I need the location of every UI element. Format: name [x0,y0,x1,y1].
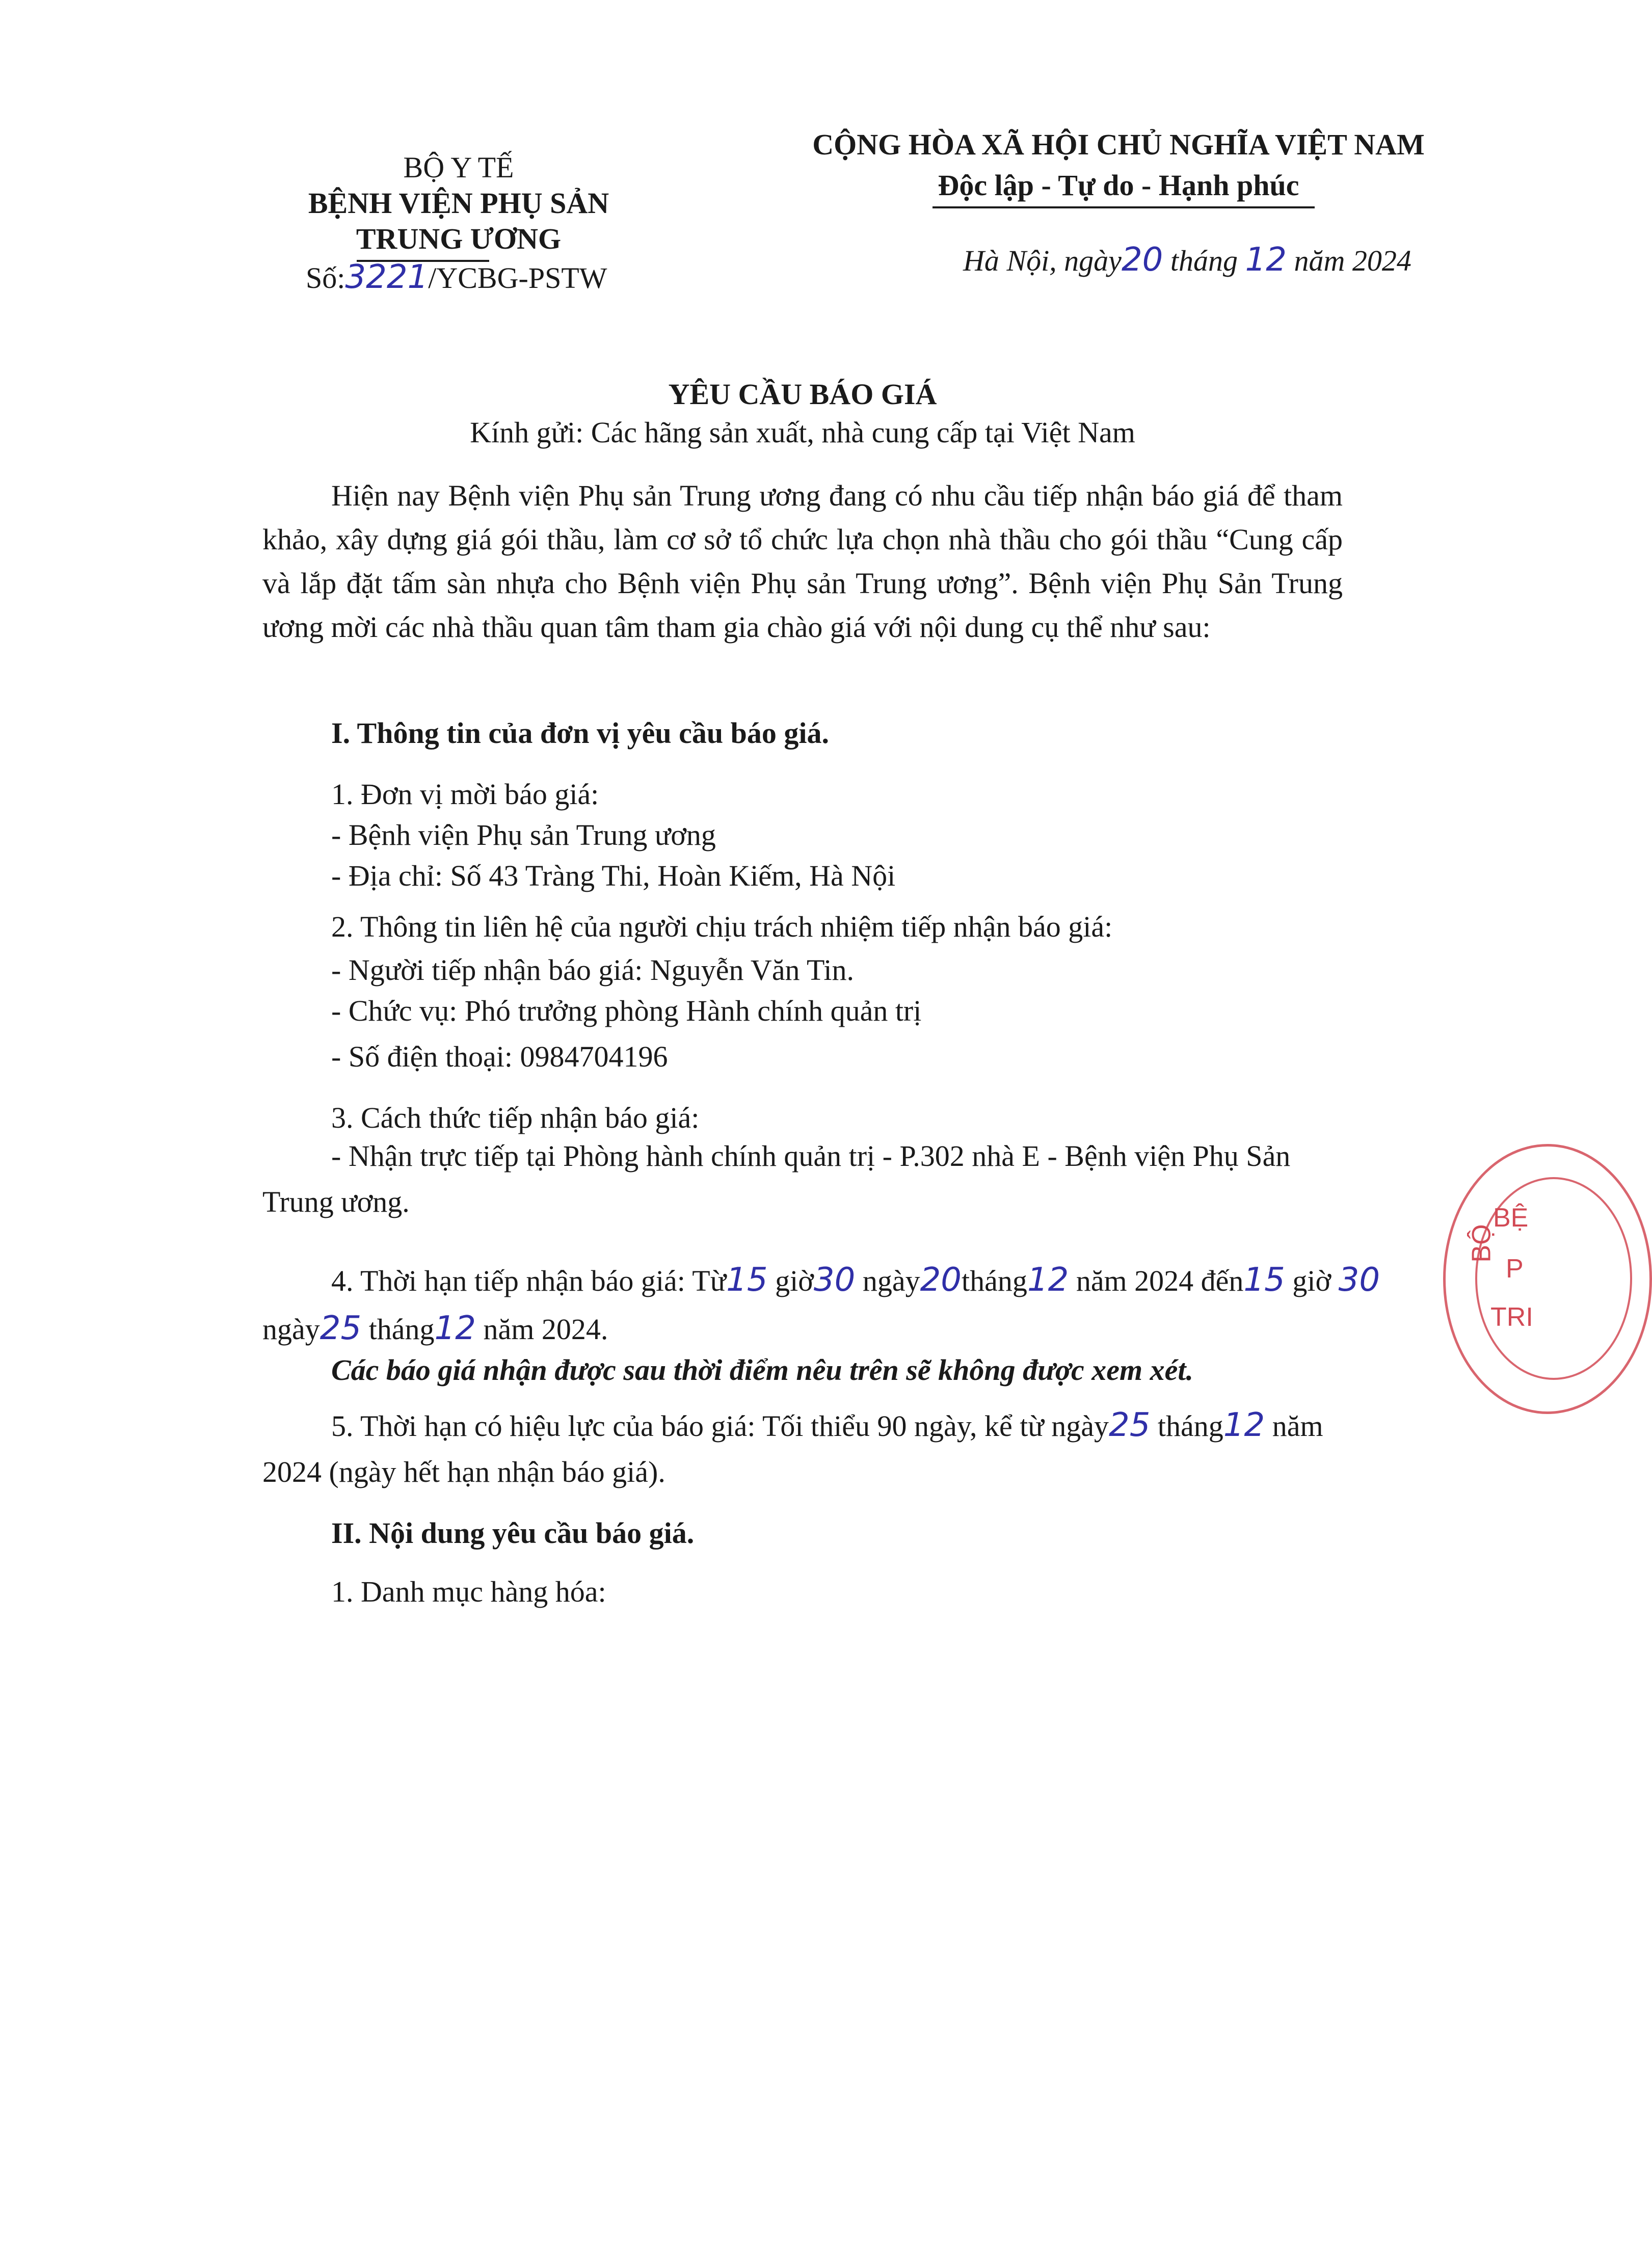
section1-heading: I. Thông tin của đơn vị yêu cầu báo giá. [331,716,830,750]
seal-text-3: TRI [1490,1302,1533,1332]
item3-line2: Trung ương. [262,1185,410,1218]
doc-number-prefix: Số: [306,261,345,295]
item2-line1: - Người tiếp nhận báo giá: Nguyễn Văn Tin. [331,953,855,987]
item4-line2 [262,1310,608,1347]
document-number [306,258,607,296]
item4-t4: tháng [962,1264,1027,1297]
item2-line2: - Chức vụ: Phó trưởng phòng Hành chính quản trị [331,994,922,1027]
item5-t1: 5. Thời hạn có hiệu lực của báo giá: Tối thiểu 90 ngày, kể từ ngày [331,1409,1109,1443]
item4-t3: ngày [862,1264,920,1297]
item4-start-hour: 15 [726,1261,768,1299]
doc-number-suffix: /YCBG-PSTW [428,261,607,295]
date-month-label: tháng [1170,244,1238,277]
intro-paragraph: Hiện nay Bệnh viện Phụ sản Trung ương đang có nhu cầu tiếp nhận báo giá để tham khảo, xây dựng giá gói thầu, làm cơ sở tổ chức lựa chọn nhà thầu cho gói thầu “Cung cấp và lắp đặt tấm sàn nhựa cho Bệnh viện Phụ sản Trung ương”. Bệnh viện Phụ Sản Trung ương mời các nhà thầu quan tâm tham gia chào giá với nội dung cụ thể như sau: [262,479,1343,644]
item4-t9: năm 2024. [483,1313,608,1346]
item4-t6: giờ [1292,1264,1331,1297]
section2-item1: 1. Danh mục hàng hóa: [331,1575,606,1608]
recipient-line: Kính gửi: Các hãng sản xuất, nhà cung cấp tại Việt Nam [470,416,1135,449]
date-month-handwritten: 12 [1245,241,1287,279]
item2-line3: - Số điện thoại: 0984704196 [331,1040,668,1073]
ministry-name: BỘ Y TẾ [403,151,514,184]
item4-t8: tháng [368,1313,435,1346]
motto-underline [932,206,1315,208]
item5-day: 25 [1108,1406,1151,1444]
item5-line1 [331,1406,1323,1444]
item4-end-day: 25 [319,1310,362,1347]
item4-t1: 4. Thời hạn tiếp nhận báo giá: Từ [331,1264,727,1297]
item4-t5: năm 2024 đến [1076,1264,1244,1297]
seal-text-left: BỘ [1467,1224,1497,1263]
country-name: CỘNG HÒA XÃ HỘI CHỦ NGHĨA VIỆT NAM [812,128,1425,161]
item4-start-month: 12 [1027,1261,1069,1299]
date-prefix: Hà Nội, ngày [963,244,1122,277]
date-day-handwritten: 20 [1121,241,1163,279]
item4-start-minute: 30 [813,1261,856,1299]
date-year: năm 2024 [1294,244,1411,277]
item4-end-hour: 15 [1243,1261,1285,1299]
item4-end-month: 12 [434,1310,476,1347]
item3-title: 3. Cách thức tiếp nhận báo giá: [331,1101,700,1134]
item5-line2: 2024 (ngày hết hạn nhận báo giá). [262,1455,665,1488]
item4-note: Các báo giá nhận được sau thời điểm nêu trên sẽ không được xem xét. [331,1353,1193,1387]
hospital-name-line1: BỆNH VIỆN PHỤ SẢN [308,186,609,220]
item4-end-minute: 30 [1338,1261,1380,1299]
doc-number-handwritten: 3221 [345,258,429,296]
item4-line1 [331,1261,1380,1299]
item1-title: 1. Đơn vị mời báo giá: [331,778,599,811]
document-date [963,241,1411,279]
document-title: YÊU CẦU BÁO GIÁ [668,378,937,411]
section2-heading: II. Nội dung yêu cầu báo giá. [331,1516,695,1550]
item5-t3: năm [1272,1409,1323,1443]
hospital-name-line2: TRUNG ƯƠNG [356,222,562,255]
item2-title: 2. Thông tin liên hệ của người chịu trách nhiệm tiếp nhận báo giá: [331,910,1113,943]
item5-t2: tháng [1157,1409,1223,1443]
item3-line1: - Nhận trực tiếp tại Phòng hành chính quản trị - P.302 nhà E - Bệnh viện Phụ Sản [331,1139,1291,1173]
item1-line2: - Địa chỉ: Số 43 Tràng Thi, Hoàn Kiếm, Hà Nội [331,859,896,892]
item4-t2: giờ [775,1264,814,1297]
item4-start-day: 20 [920,1261,962,1299]
national-motto: Độc lập - Tự do - Hạnh phúc [938,169,1299,202]
seal-text-1: BỆ [1493,1203,1529,1233]
item1-line1: - Bệnh viện Phụ sản Trung ương [331,818,716,851]
item5-month: 12 [1223,1406,1265,1444]
seal-text-2: P [1506,1254,1524,1284]
item4-t7: ngày [262,1313,320,1346]
